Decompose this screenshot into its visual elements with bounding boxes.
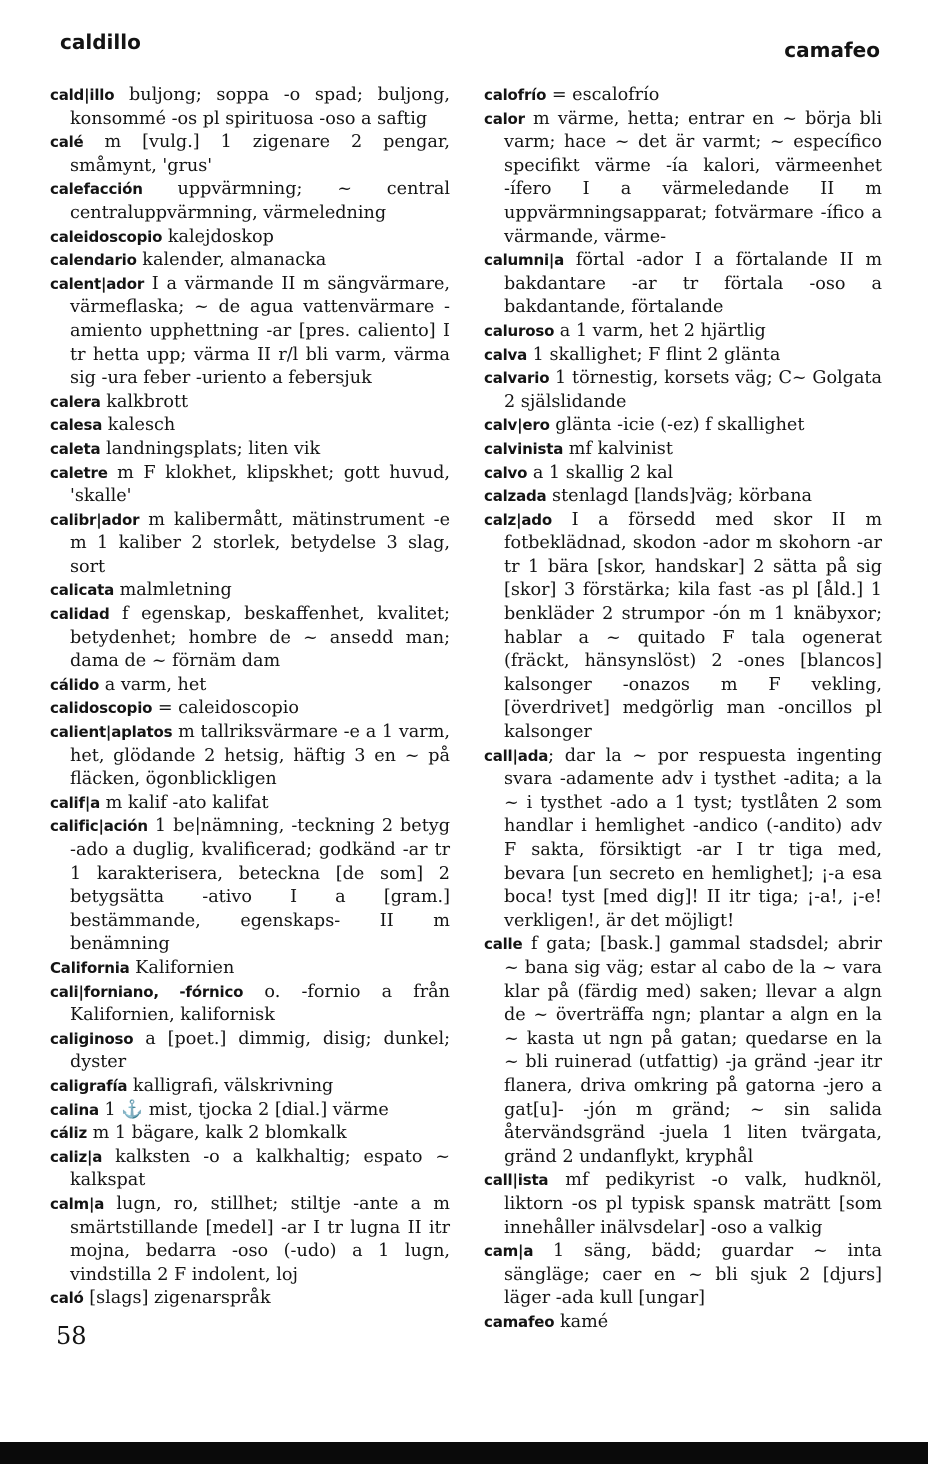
dictionary-entry <box>50 981 450 1028</box>
dictionary-entry <box>484 414 882 438</box>
headword: calient|aplatos <box>50 723 173 742</box>
headword: cáliz <box>50 1124 88 1143</box>
headword: calumni|a <box>484 251 565 270</box>
definition: m F klokhet, klipskhet; gott huvud, 'skalle' <box>70 462 450 507</box>
dictionary-entry <box>50 178 450 225</box>
dictionary-entry <box>50 1028 450 1075</box>
headword: calvo <box>484 463 528 482</box>
definition: landningsplats; liten vik <box>100 438 321 459</box>
headword: calv|ero <box>484 416 550 435</box>
headword: call|ada <box>484 746 549 765</box>
dictionary-entry <box>484 462 882 486</box>
definition: kalender, almanacka <box>136 250 327 271</box>
headword: cálido <box>50 675 100 694</box>
dictionary-entry <box>50 697 450 721</box>
headword: caló <box>50 1289 84 1308</box>
definition: 1 säng, bädd; guardar ~ inta sängläge; caer en ~ bli sjuk 2 [djurs] läger -ada kull [ungar] <box>504 1241 882 1309</box>
dictionary-entry <box>50 391 450 415</box>
dictionary-entry <box>50 603 450 674</box>
headword: caletre <box>50 463 108 482</box>
definition: a varm, het <box>99 674 207 695</box>
definition: 1 be|nämning, -teckning 2 betyg -ado a duglig, kvalificerad; godkänd -ar tr 1 karakterisera, beteckna [de som] 2 betygsätta -ativo I a [gram.] bestämmande, egenskaps- II m benämning <box>70 816 450 955</box>
dictionary-entry <box>50 1122 450 1146</box>
running-head-left: caldillo <box>60 30 141 54</box>
headword: calle <box>484 935 523 954</box>
scan-border <box>0 1442 928 1464</box>
headword: calibr|ador <box>50 510 140 529</box>
headword: call|ista <box>484 1171 549 1190</box>
headword: caluroso <box>484 321 555 340</box>
headword: calina <box>50 1100 99 1119</box>
definition: kamé <box>554 1311 609 1332</box>
definition: förtal -ador I a förtalande II m bakdantare -ar tr förtala -oso a bakdantande, förtalande <box>504 250 882 318</box>
dictionary-entry <box>50 674 450 698</box>
dictionary-entry <box>484 745 882 934</box>
definition: I a värmande II m sängvärmare, värmeflaska; ~ de agua vattenvärmare -amiento upphettning -ar [pres. caliento] I tr hetta upp; värma II r/l bli varm, värma sig -ura feber -uriento a febersjuk <box>70 273 450 389</box>
dictionary-entry <box>50 1075 450 1099</box>
definition: a [poet.] dimmig, disig; dunkel; dyster <box>70 1028 450 1073</box>
headword: California <box>50 958 130 977</box>
headword: cali|forniano, -fórnico <box>50 982 244 1001</box>
headword: calva <box>484 345 528 364</box>
definition: 1 skallighet; F flint 2 glänta <box>527 344 781 365</box>
headword: calicata <box>50 581 115 600</box>
definition: kalligrafi, välskrivning <box>127 1075 334 1096</box>
definition: kalksten -o a kalkhaltig; espato ~ kalkspat <box>70 1146 450 1191</box>
definition: ; dar la ~ por respuesta ingenting svara -adamente adv i tysthet -adita; a la ~ i tysthet -ado a 1 tyst; tystlåten 2 som handlar i hemlighet -andico (-andito) adv F sakta, försiktigt -ar I tr tiga med, bevara [un secreto en hemlighet]; ¡-a esa boca! tyst [med dig]! II itr tiga; ¡-a!, ¡-e! verkligen!, är det möjligt! <box>504 745 882 931</box>
definition: lugn, ro, stillhet; stiltje -ante a m smärtstillande [medel] -ar I tr lugna II itr mojna, bedarra -oso (-udo) a 1 lugn, vindstilla 2 F indolent, loj <box>70 1193 450 1285</box>
dictionary-entry <box>50 792 450 816</box>
dictionary-entry <box>50 1099 450 1123</box>
definition: = caleidoscopio <box>152 698 299 719</box>
running-head-right: camafeo <box>784 38 880 62</box>
headword: calor <box>484 109 525 128</box>
headword: calefacción <box>50 180 143 199</box>
dictionary-entry <box>50 509 450 580</box>
headword: calent|ador <box>50 274 145 293</box>
dictionary-entry <box>484 1169 882 1240</box>
definition: f gata; [bask.] gammal stadsdel; abrir ~ bana sig väg; estar al cabo de la ~ vara klar på (färdig med) saken; llevar a algn de ~ överträffa ngn; plantar a algn en la ~ kasta ut ngn på gatan; quedarse en la ~ bli ruinerad (utfattig) -ja gränd -jear itr flanera, driva omkring på gatorna -jero a gat[u]- -jón m gränd; ~ sin salida återvändsgränd -juela 1 liten tvärgata, gränd 2 undanflykt, kryphål <box>504 934 882 1167</box>
definition: uppvärmning; ~ central centraluppvärmning, värmeledning <box>70 179 450 223</box>
headword: caliz|a <box>50 1147 103 1166</box>
dictionary-entry <box>50 957 450 981</box>
left-column <box>50 84 450 1311</box>
definition: malmletning <box>114 580 232 601</box>
definition: 1 törnestig, korsets väg; C~ Golgata 2 själslidande <box>504 368 882 412</box>
dictionary-entry <box>50 131 450 178</box>
dictionary-entry <box>50 1193 450 1287</box>
definition: Kalifornien <box>129 957 235 978</box>
definition: m tallriksvärmare -e a 1 varm, het, glödande 2 hetsig, häftig 3 en ~ på fläcken, ögonblickligen <box>70 722 450 790</box>
dictionary-entry <box>484 84 882 108</box>
headword: calif|a <box>50 793 101 812</box>
definition: a 1 varm, het 2 hjärtlig <box>554 320 766 341</box>
headword: calm|a <box>50 1194 105 1213</box>
dictionary-entry <box>50 1287 450 1311</box>
headword: calendario <box>50 251 137 270</box>
definition: = escalofrío <box>546 85 660 105</box>
headword: calidoscopio <box>50 699 153 718</box>
definition: a 1 skallig 2 kal <box>527 462 674 483</box>
definition: mf kalvinist <box>563 438 673 459</box>
dictionary-entry <box>50 226 450 250</box>
dictionary-entry <box>484 1311 882 1335</box>
headword: camafeo <box>484 1312 555 1331</box>
headword: calvario <box>484 369 550 388</box>
definition: m kalibermått, mätinstrument -e m 1 kaliber 2 storlek, betydelse 3 slag, sort <box>70 509 450 577</box>
right-column <box>484 84 882 1334</box>
dictionary-entry <box>50 462 450 509</box>
headword: calidad <box>50 605 110 624</box>
dictionary-entry <box>50 721 450 792</box>
headword: calific|ación <box>50 817 148 836</box>
definition: m värme, hetta; entrar en ~ börja bli varm; hace ~ det är varmt; ~ específico specifikt värme -ía kalori, värmeenhet -ífero I a värmeledande II m uppvärmningsapparat; fotvärmare -ífico a värmande, värme- <box>504 108 882 247</box>
definition: m [vulg.] 1 zigenare 2 pengar, småmynt, 'grus' <box>70 132 450 176</box>
headword: calz|ado <box>484 510 552 529</box>
dictionary-entry <box>50 579 450 603</box>
dictionary-entry <box>484 344 882 368</box>
definition: kalesch <box>102 415 176 436</box>
headword: calesa <box>50 416 103 435</box>
dictionary-entry <box>50 1146 450 1193</box>
dictionary-entry <box>484 933 882 1169</box>
definition: [slags] zigenarspråk <box>83 1288 271 1309</box>
headword: calzada <box>484 487 547 506</box>
headword: caligrafía <box>50 1076 128 1095</box>
dictionary-entry <box>50 815 450 957</box>
headword: cald|illo <box>50 86 115 104</box>
definition: 1 ⚓ mist, tjocka 2 [dial.] värme <box>98 1099 389 1120</box>
definition: f egenskap, beskaffenhet, kvalitet; betydenhet; hombre de ~ ansedd man; dama de ~ förnäm dam <box>70 604 450 672</box>
headword: caleidoscopio <box>50 227 163 246</box>
definition: glänta -icie (-ez) f skallighet <box>549 415 805 436</box>
headword: caliginoso <box>50 1029 134 1048</box>
dictionary-entry <box>484 485 882 509</box>
definition: stenlagd [lands]väg; körbana <box>546 486 813 507</box>
definition: o. -fornio a från Kalifornien, kalifornisk <box>70 981 450 1026</box>
definition: buljong; soppa -o spad; buljong, konsommé -os pl spirituosa -oso a saftig <box>70 85 450 129</box>
dictionary-entry <box>50 84 450 131</box>
headword: calé <box>50 133 84 152</box>
dictionary-entry <box>484 249 882 320</box>
headword: caleta <box>50 439 101 458</box>
dictionary-entry <box>50 414 450 438</box>
headword: calvinista <box>484 439 564 458</box>
definition: I a försedd med skor II m fotbeklädnad, skodon -ador m skohorn -ar tr 1 bära [skor, handskar] 2 sätta på sig [skor] 3 förstärka; kila fast -as pl [åld.] 1 benkläder 2 strumpor -ón m 1 knäbyxor; hablar a ~ quitado F tala ogenerat (fräckt, hänsynslöst) 2 -ones [blancos] kalsonger -onazos m F vekling, [överdrivet] medgörlig man -oncillos pl kalsonger <box>504 509 882 743</box>
dictionary-entry <box>484 438 882 462</box>
headword: calera <box>50 392 101 411</box>
dictionary-entry <box>484 367 882 414</box>
definition: kalkbrott <box>100 391 189 412</box>
definition: m kalif -ato kalifat <box>100 792 269 813</box>
definition: m 1 bägare, kalk 2 blomkalk <box>87 1123 347 1144</box>
page-number: 58 <box>56 1322 87 1350</box>
dictionary-entry <box>50 273 450 391</box>
dictionary-entry <box>484 1240 882 1311</box>
definition: mf pedikyrist -o valk, hudknöl, liktorn -os pl typisk spansk maträtt [som innehåller inälvsdelar] -oso a valkig <box>504 1170 882 1238</box>
dictionary-entry <box>484 320 882 344</box>
dictionary-entry <box>50 249 450 273</box>
definition: kalejdoskop <box>162 226 274 247</box>
headword: cam|a <box>484 1242 534 1261</box>
dictionary-entry <box>484 509 882 745</box>
dictionary-entry <box>50 438 450 462</box>
headword: calofrío <box>484 86 547 104</box>
dictionary-entry <box>484 108 882 250</box>
